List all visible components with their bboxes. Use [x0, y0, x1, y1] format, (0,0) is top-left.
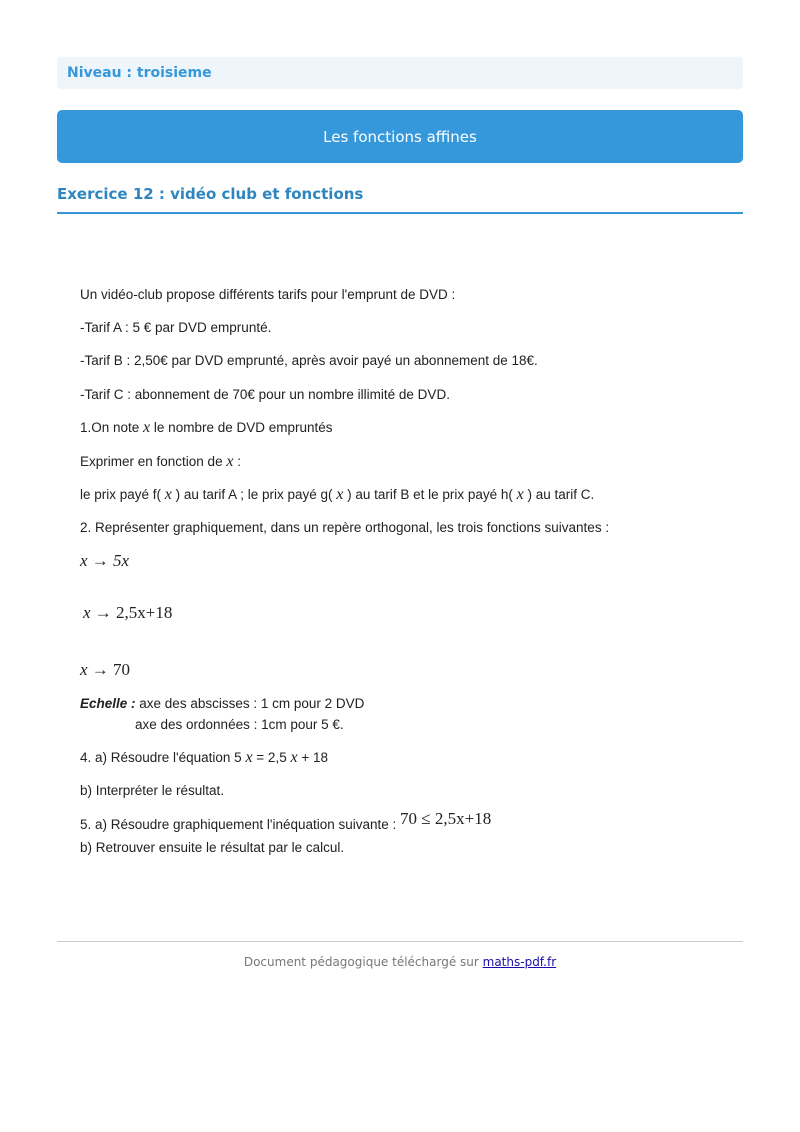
q4a-text-3: + 18: [297, 750, 328, 765]
footer: [57, 955, 743, 969]
var-x: x: [80, 551, 88, 570]
question-5b: b) Retrouver ensuite le résultat par le calcul.: [80, 840, 345, 855]
footer-text: Document pédagogique téléchargé sur: [243, 955, 483, 969]
price-text-2: ) au tarif A ; le prix payé g(: [171, 487, 337, 502]
var-x: x: [336, 486, 344, 503]
q4a-text-1: 4. a) Résoudre l'équation 5: [80, 750, 246, 765]
var-x: x: [516, 486, 524, 503]
scale-y: axe des ordonnées : 1cm pour 5 €.: [135, 717, 344, 732]
arrow-symbol: →: [87, 551, 114, 570]
question-2: 2. Représenter graphiquement, dans un repère orthogonal, les trois fonctions suivantes :: [80, 520, 610, 535]
level-label: Niveau : troisieme: [57, 57, 743, 89]
arrow-symbol: →: [90, 603, 117, 622]
scale-label: Echelle :: [80, 696, 136, 711]
exercise-title: Exercice 12 : vidéo club et fonctions: [57, 185, 743, 214]
intro-text: Un vidéo-club propose différents tarifs pour l'emprunt de DVD :: [80, 287, 456, 302]
tarif-c: -Tarif C : abonnement de 70€ pour un nombre illimité de DVD.: [80, 387, 450, 402]
var-x: x: [226, 453, 234, 470]
inequation: 70 ≤ 2,5x+18: [400, 809, 492, 828]
scale-x: [80, 696, 364, 711]
var-x: x: [80, 660, 88, 679]
q1-text-b: le nombre de DVD empruntés: [153, 420, 333, 435]
function-2-rhs: 2,5x+18: [116, 603, 173, 622]
tarif-b: -Tarif B : 2,50€ par DVD emprunté, après avoir payé un abonnement de 18€.: [80, 353, 538, 368]
function-2: [83, 603, 172, 623]
question-4b: b) Interpréter le résultat.: [80, 783, 225, 798]
var-x: x: [83, 603, 91, 622]
arrow-symbol: →: [87, 660, 114, 679]
function-1: [80, 551, 129, 571]
var-x: x: [290, 749, 298, 766]
question-4a: [80, 749, 328, 767]
var-x: x: [143, 419, 151, 436]
price-text-4: ) au tarif C.: [523, 487, 595, 502]
price-line: [80, 486, 594, 504]
var-x: x: [164, 486, 172, 503]
q4a-text-2: = 2,5: [252, 750, 291, 765]
scale-x-text: axe des abscisses : 1 cm pour 2 DVD: [135, 696, 365, 711]
function-1-rhs: 5x: [113, 551, 130, 570]
chapter-banner: Les fonctions affines: [57, 110, 743, 163]
function-3: [80, 660, 130, 680]
express-text-b: :: [237, 454, 241, 469]
express-line: [80, 453, 241, 471]
express-text-a: Exprimer en fonction de: [80, 454, 227, 469]
tarif-a: -Tarif A : 5 € par DVD emprunté.: [80, 320, 272, 335]
price-text-1: le prix payé f(: [80, 487, 165, 502]
q5a-text: 5. a) Résoudre graphiquement l'inéquation suivante :: [80, 817, 401, 832]
question-1: [80, 419, 333, 437]
question-5a: [80, 809, 492, 834]
footer-link[interactable]: maths-pdf.fr: [482, 955, 557, 969]
price-text-3: ) au tarif B et le prix payé h(: [343, 487, 517, 502]
function-3-rhs: 70: [113, 660, 131, 679]
footer-divider: [57, 941, 743, 942]
var-x: x: [245, 749, 253, 766]
q1-text-a: 1.On note: [80, 420, 144, 435]
